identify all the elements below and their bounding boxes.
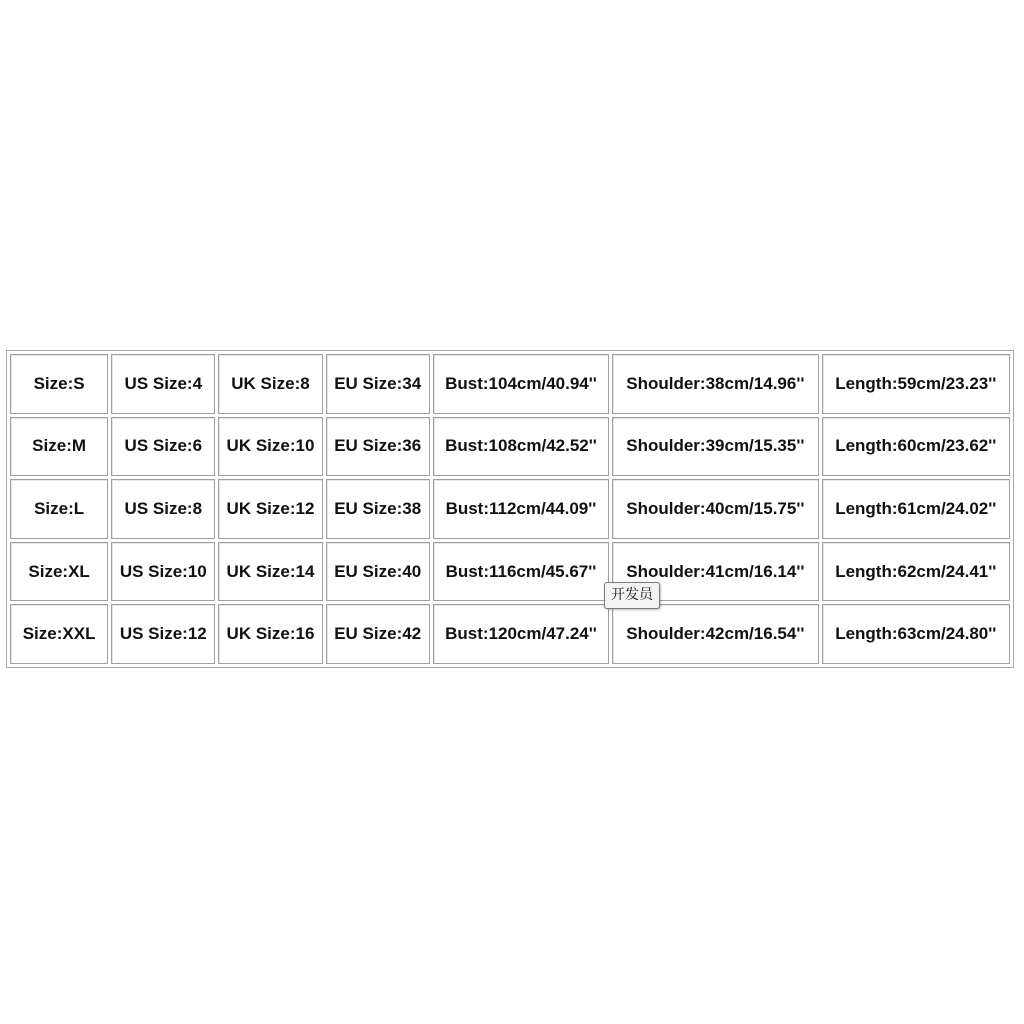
cell-shoulder: Shoulder:38cm/14.96'' [612, 354, 818, 414]
table-row [10, 479, 1010, 539]
cell-eu-size: EU Size:34 [326, 354, 430, 414]
cell-us-size: US Size:4 [111, 354, 215, 414]
cell-us-size: US Size:10 [111, 542, 215, 602]
cell-bust: Bust:116cm/45.67'' [433, 542, 609, 602]
cell-eu-size: EU Size:40 [326, 542, 430, 602]
cell-size: Size:L [10, 479, 108, 539]
table-row [10, 417, 1010, 477]
cell-eu-size: EU Size:36 [326, 417, 430, 477]
cell-length: Length:59cm/23.23'' [822, 354, 1010, 414]
size-chart-frame [6, 350, 1014, 668]
cell-us-size: US Size:6 [111, 417, 215, 477]
cell-shoulder: Shoulder:40cm/15.75'' [612, 479, 818, 539]
cell-size: Size:XXL [10, 604, 108, 664]
cell-uk-size: UK Size:12 [218, 479, 322, 539]
cell-eu-size: EU Size:38 [326, 479, 430, 539]
cell-uk-size: UK Size:14 [218, 542, 322, 602]
developer-tooltip: 开发员 [604, 582, 660, 609]
cell-bust: Bust:108cm/42.52'' [433, 417, 609, 477]
cell-bust: Bust:120cm/47.24'' [433, 604, 609, 664]
cell-length: Length:62cm/24.41'' [822, 542, 1010, 602]
cell-size: Size:S [10, 354, 108, 414]
cell-bust: Bust:112cm/44.09'' [433, 479, 609, 539]
cell-uk-size: UK Size:10 [218, 417, 322, 477]
table-row [10, 542, 1010, 602]
cell-length: Length:60cm/23.62'' [822, 417, 1010, 477]
cell-length: Length:63cm/24.80'' [822, 604, 1010, 664]
cell-size: Size:M [10, 417, 108, 477]
cell-uk-size: UK Size:8 [218, 354, 322, 414]
cell-eu-size: EU Size:42 [326, 604, 430, 664]
cell-shoulder: Shoulder:41cm/16.14'' [612, 542, 818, 602]
cell-bust: Bust:104cm/40.94'' [433, 354, 609, 414]
cell-shoulder: Shoulder:42cm/16.54'' [612, 604, 818, 664]
cell-size: Size:XL [10, 542, 108, 602]
table-row [10, 604, 1010, 664]
size-chart-body [10, 354, 1010, 664]
cell-shoulder: Shoulder:39cm/15.35'' [612, 417, 818, 477]
size-chart-table [7, 351, 1013, 667]
cell-us-size: US Size:8 [111, 479, 215, 539]
table-row [10, 354, 1010, 414]
cell-uk-size: UK Size:16 [218, 604, 322, 664]
cell-us-size: US Size:12 [111, 604, 215, 664]
cell-length: Length:61cm/24.02'' [822, 479, 1010, 539]
